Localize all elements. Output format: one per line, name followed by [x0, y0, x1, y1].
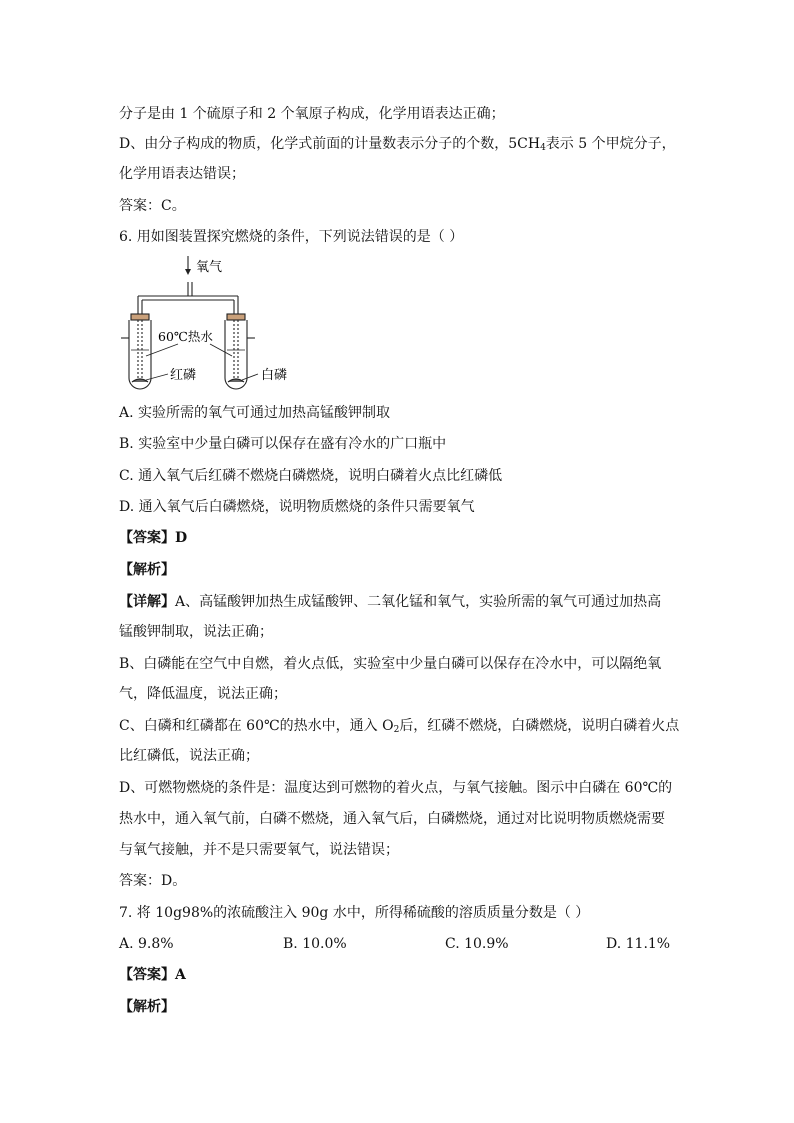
explanation-heading: 【详解】: [119, 594, 175, 610]
stopper-right: [227, 314, 245, 320]
analysis-heading-7: 【解析】: [119, 999, 175, 1015]
explanation-line: B、白磷能在空气中自燃，着火点低，实验室中少量白磷可以保存在冷水中，可以隔绝氧: [119, 656, 662, 672]
option-a: A. 实验所需的氧气可通过加热高锰酸钾制取: [119, 405, 391, 421]
explanation-line: 热水中，通入氧气前，白磷不燃烧，通入氧气后，白磷燃烧，通过对比说明物质燃烧需要: [119, 811, 665, 827]
option-b: B. 10.0%: [283, 936, 347, 952]
text-line: [119, 134, 676, 158]
text-segment: A、高锰酸钾加热生成锰酸钾、二氧化锰和氧气，实验所需的氧气可通过加热高: [175, 594, 662, 610]
subscript: 2: [393, 725, 400, 735]
white-phosphorus-sample: [228, 379, 244, 382]
text-segment: D、由分子构成的物质，化学式前面的计量数表示分子的个数，5CH: [119, 136, 541, 152]
question-7-stem: 7. 将 10g98%的浓硫酸注入 90g 水中，所得稀硫酸的溶质质量分数是（ ）: [119, 905, 590, 921]
red-phosphorus-label: 红磷: [170, 368, 197, 383]
explanation-line: 比红磷低，说法正确；: [119, 748, 259, 764]
explanation-line: 答案：D。: [119, 873, 187, 889]
text-line: 分子是由 1 个硫原子和 2 个氧原子构成，化学用语表达正确；: [119, 106, 505, 122]
option-d: D. 11.1%: [606, 936, 671, 952]
text-segment: 后，红磷不燃烧，白磷燃烧，说明白磷着火点: [399, 718, 680, 734]
stopper-left: [131, 314, 149, 320]
text-segment: 表示 5 个甲烷分子，: [545, 136, 676, 152]
arrow-head: [185, 269, 191, 275]
text-line: 化学用语表达错误；: [119, 166, 245, 182]
answer-7: 【答案】A: [119, 967, 186, 983]
option-d: D. 通入氧气后白磷燃烧，说明物质燃烧的条件只需要氧气: [119, 499, 475, 515]
explanation-line: 气，降低温度，说法正确；: [119, 686, 287, 702]
subscript: 4: [540, 143, 546, 153]
oxygen-label: 氧气: [196, 260, 223, 275]
hot-water-label: 60℃热水: [158, 329, 213, 344]
option-a: A. 9.8%: [119, 936, 174, 952]
option-b: B. 实验室中少量白磷可以保存在盛有冷水的广口瓶中: [119, 436, 447, 452]
text-line: 答案：C。: [119, 198, 186, 214]
explanation-line: 与氧气接触，并不是只需要氧气，说法错误；: [119, 842, 399, 858]
text-segment: C、白磷和红磷都在 60℃的热水中，通入 O: [119, 718, 394, 734]
white-phosphorus-label: 白磷: [261, 368, 288, 383]
red-phosphorus-sample: [132, 379, 148, 382]
explanation-line: [119, 592, 661, 612]
text-segment: [119, 594, 661, 610]
question-6-stem: 6. 用如图装置探究燃烧的条件，下列说法错误的是（ ）: [119, 229, 464, 245]
analysis-heading-6: 【解析】: [119, 562, 175, 578]
answer-6: 【答案】D: [119, 530, 188, 546]
option-c: C. 10.9%: [445, 936, 509, 952]
explanation-line: [119, 716, 679, 740]
explanation-line: D、可燃物燃烧的条件是：温度达到可燃物的着火点，与氧气接触。图示中白磷在 60℃的: [119, 780, 673, 796]
option-c: C. 通入氧气后红磷不燃烧白磷燃烧，说明白磷着火点比红磷低: [119, 468, 503, 484]
explanation-line: 锰酸钾制取，说法正确；: [119, 624, 273, 640]
combustion-apparatus-figure: [118, 252, 298, 392]
